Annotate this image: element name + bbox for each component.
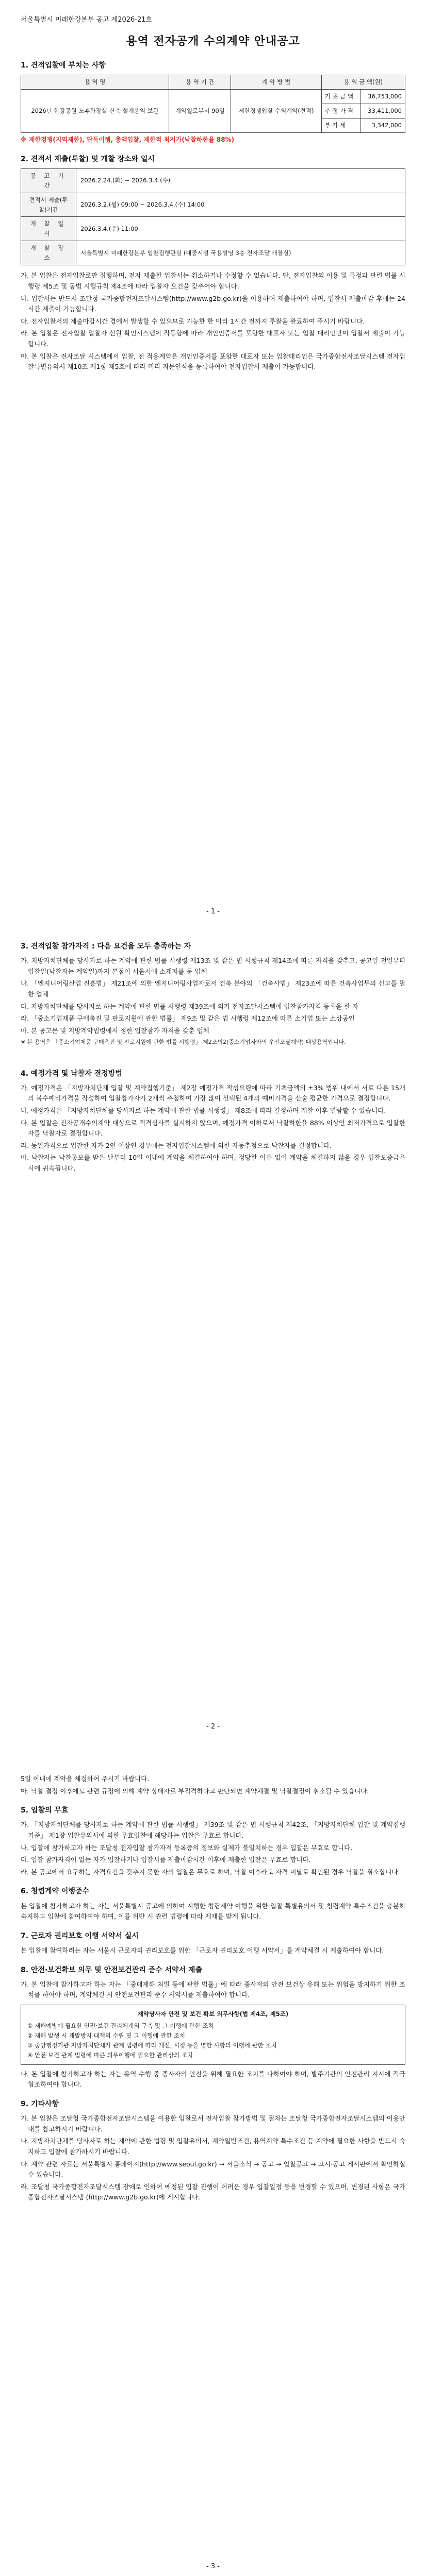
sec9-title: 9. 기타사항 — [21, 2099, 59, 2108]
page-number: - 3 - — [206, 2562, 220, 2570]
sec4-item: 나. 예정가격은 「지방자치단체를 당사자로 하는 계약에 관한 법률 시행령」 제8조에 따라 결정하며 개찰 이후 열람할 수 있습니다. — [21, 1106, 386, 1114]
sec5-item: 라. 본 공고에서 요구하는 자격요건을 갖추지 못한 자의 입찰은 무효로 하며, 낙찰 이후라도 자격 미달로 확인된 경우 낙찰을 취소합니다. — [21, 1868, 400, 1876]
page-3 — [21, 1772, 405, 2576]
sec5-title: 5. 입찰의 무효 — [21, 1806, 69, 1815]
schedule-table — [21, 168, 405, 266]
carryover-text: 5일 이내에 계약을 체결하여 주시기 바랍니다. — [21, 1775, 150, 1783]
amt-value: 36,753,000 — [361, 89, 405, 104]
sec6-text: 본 입찰에 참가하고자 하는 자는 서울특별시 공고에 의하여 시행한 청렴계약 이행을 위한 입찰 특별유의서 및 청렴계약 특수조건을 충분히 숙지하고 입찰에 참여하여야 하며, 이를 위반 시 관련 법령에 따라 제재를 받게 됩니다. — [21, 1902, 405, 1921]
sec4-item: 다. 본 입찰은 전자공개수의계약 대상으로 적격심사를 실시하지 않으며, 예정가격 이하로서 낙찰하한율 88% 이상인 최저가격으로 입찰한 자를 낙찰자로 결정합니다. — [21, 1118, 405, 1138]
th-amount: 용 역 금 액(원) — [321, 75, 405, 89]
contract-method: 제한경쟁입찰 수의계약(견적) — [231, 89, 321, 132]
sec7-text: 본 입찰에 참여하려는 자는 서울시 근로자의 권리보호를 위한 「근로자 권리보호 이행 서약서」를 계약체결 시 제출하여야 합니다. — [21, 1946, 384, 1954]
schedule-value: 2026.3.4.(수) 11:00 — [76, 217, 405, 241]
service-period: 계약일로부터 90일 — [169, 89, 231, 132]
page-number: - 2 - — [206, 1722, 220, 1731]
sec9-item: 가. 본 입찰은 조달청 국가종합전자조달시스템을 이용한 입찰로서 전자입찰 참가방법 및 절차는 조달청 국가종합전자조달시스템의 이용안내를 참고하시기 바랍니다. — [21, 2114, 405, 2133]
schedule-label: 개 찰 일 시 — [21, 217, 76, 241]
safety-box-line: ④ 안전·보건 관계 법령에 따른 의무이행에 필요한 관리상의 조치 — [27, 2051, 193, 2059]
safety-box-line: ① 재해예방에 필요한 안전·보건 관리체계의 구축 및 그 이행에 관한 조치 — [27, 2022, 214, 2029]
contract-note: ※ 제한경쟁(지역제한), 단독이행, 총액입찰, 제한적 최저가(낙찰하한율 88%) — [21, 135, 235, 143]
sec2-item: 라. 본 입찰은 전자입찰 입찰자 신원 확인시스템이 작동함에 따라 개인인증서를 포함한 대표자 또는 입찰 대리인만이 입찰서 제출이 가능합니다. — [21, 329, 405, 348]
sec2-item: 나. 입찰서는 반드시 조달청 국가종합전자조달시스템(http://www.g2b.go.kr)을 이용하여 제출하여야 하며, 입찰서 제출마감 후에는 24시간 제출이 가능합니다. — [21, 294, 405, 313]
th-method: 계 약 방 법 — [231, 75, 321, 89]
sec5-item: 나. 입찰에 참가하고자 하는 조달청 전자입찰 참가자격 등록증의 정보와 실제가 불일치하는 경우 입찰은 무효로 합니다. — [21, 1843, 353, 1852]
th-period: 용 역 기 간 — [169, 75, 231, 89]
bid-info-table — [21, 75, 405, 133]
sec9-item: 라. 조달청 국가종합전자조달시스템 장애로 인하여 예정된 입찰 진행이 어려운 경우 입찰일정 등을 변경할 수 있으며, 변경된 사항은 국가종합전자조달시스템 (http://www.g2b.go.kr)에 게시합니다. — [21, 2182, 405, 2201]
page-2 — [21, 933, 405, 1736]
th-name: 용 역 명 — [21, 75, 169, 89]
sec2-item: 가. 본 입찰은 전자입찰로만 집행하며, 전자 제출한 입찰서는 취소하거나 수정할 수 없습니다. 단, 전자입찰의 이용 및 특정과 관련 법률 시행령 제5조 및 동법 시행규칙 제4조에 따라 입찰자 요건을 갖추어야 합니다. — [21, 272, 405, 290]
sec3-footnote: ※ 본 용역은 「중소기업제품 구매촉진 및 판로지원에 관한 법률 시행령」 제2조의2(중소기업자와의 우선조달계약) 대상용역입니다. — [21, 1039, 346, 1046]
safety-box-line: ② 재해 발생 시 재발방지 대책의 수립 및 그 이행에 관한 조치 — [27, 2031, 186, 2039]
sec3-title: 3. 견적입찰 참가자격 : 다음 요건을 모두 충족하는 자 — [21, 942, 191, 951]
sec1-title: 1. 견적입찰에 부치는 사항 — [21, 61, 106, 70]
schedule-value: 2026.2.24.(화) ~ 2026.3.4.(수) — [76, 168, 405, 193]
amt-label: 추 정 가 격 — [321, 104, 360, 118]
carryover-item: 마. 낙찰 결정 이후에도 관련 규정에 의해 계약 상대자로 부적격하다고 판단되면 계약체결 및 낙찰결정이 취소될 수 있습니다. — [21, 1787, 369, 1795]
sec6-title: 6. 청렴계약 이행준수 — [21, 1887, 89, 1896]
sec3-item: 마. 본 공고문 및 지방계약법령에서 정한 입찰참가 자격을 갖춘 업체 — [21, 1026, 209, 1035]
schedule-value: 2026.3.2.(월) 09:00 ~ 2026.3.4.(수) 14:00 — [76, 193, 405, 217]
schedule-label: 개 찰 장 소 — [21, 241, 76, 265]
sec3-item: 가. 지방자치단체를 당사자로 하는 계약에 관한 법률 시행령 제13조 및 같은 법 시행규칙 제14조에 따른 자격을 갖추고, 공고일 전일부터 입찰일(낙찰자는 계약일)까지 본점이 서울시에 소재지를 둔 업체 — [21, 957, 405, 975]
schedule-label: 견적서 제출(투찰)기간 — [21, 193, 76, 217]
sec4-item: 라. 동일가격으로 입찰한 자가 2인 이상인 경우에는 전자입찰시스템에 의한 자동추첨으로 낙찰자를 결정합니다. — [21, 1141, 332, 1149]
page-1 — [21, 14, 405, 921]
safety-box-title: 계약당사자 안전 및 보건 확보 의무사항(법 제4조, 제5조) — [137, 2010, 289, 2018]
sec3-item: 나. 「엔지니어링산업 진흥법」 제21조에 의한 엔지니어링사업자로서 건축 분야의 「건축사법」 제23조에 따른 건축사업무의 신고를 필한 업체 — [21, 979, 405, 998]
sec7-title: 7. 근로자 권리보호 이행 서약서 실시 — [21, 1931, 139, 1940]
schedule-value: 서울특별시 미래한강본부 입찰집행관실 (대중시설 국용빌딩 3층 전자조달 개찰실) — [76, 241, 405, 265]
sec9-item: 나. 지방자치단체를 당사자로 하는 계약에 관한 법령 및 입찰유의서, 계약일반조건, 용역계약 특수조건 등 계약에 필요한 사항을 반드시 숙지하고 입찰에 참가하시기 바랍니다. — [21, 2137, 405, 2156]
sec4-item: 마. 낙찰자는 낙찰통보를 받은 날부터 10일 이내에 계약을 체결하여야 하며, 정당한 이유 없이 계약을 체결하지 않을 경우 입찰보증금은 시에 귀속됩니다. — [21, 1154, 405, 1173]
sec5-item: 가. 「지방자치단체를 당사자로 하는 계약에 관한 법률 시행령」 제39조 및 같은 법 시행규칙 제42조, 「지방자치단체 입찰 및 계약집행기준」 제1장 입찰유의서에 의한 무효입찰에 해당하는 입찰은 무효로 합니다. — [21, 1821, 405, 1839]
sec9-item: 다. 계약 관련 자료는 서울특별시 홈페이지(http://www.seoul.go.kr) → 서울소식 → 공고 → 입찰공고 → 고시·공고 게시판에서 확인하실 수 있습니다. — [21, 2160, 405, 2179]
sec8-title: 8. 안전·보건확보 의무 및 안전보건관리 준수 서약서 제출 — [21, 1965, 203, 1974]
sec3-item: 라. 「중소기업제품 구매촉진 및 판로지원에 관한 법률」 제9조 및 같은 법 시행령 제12조에 따른 소기업 또는 소상공인 — [21, 1014, 355, 1023]
sec3-item: 다. 지방자치단체를 당사자로 하는 계약에 관한 법률 시행령 제39조에 의거 전자조달시스템에 입찰참가자격 등록을 한 자 — [21, 1002, 359, 1010]
safety-duty-box — [21, 2005, 405, 2065]
sec8-extra: 나. 본 입찰에 참가하고자 하는 자는 용역 수행 중 종사자의 안전을 위해 필요한 조치를 다하여야 하며, 발주기관의 안전관리 지시에 적극 협조하여야 합니다. — [21, 2070, 405, 2089]
sec2-item: 마. 본 입찰은 전자조달 시스템에서 입찰, 전 적용계약은 개인인증서를 포함한 대표자 또는 입찰대리인은 국가종합전자조달시스템 전자입찰특별유의서 제10조 제1항 제5호에 따라 미리 지문인식을 등록하여야 전자입찰서 제출이 가능합니다. — [21, 352, 405, 371]
amt-value: 3,342,000 — [361, 118, 405, 132]
agency-notice: 서울특별시 미래한강본부 공고 제2026-21호 — [21, 16, 153, 24]
page-number: - 1 - — [206, 907, 220, 916]
sec5-item: 다. 입찰 참가자격이 없는 자가 입찰하거나 입찰서를 제출마감시간 이후에 제출한 입찰은 무효로 합니다. — [21, 1856, 311, 1864]
sec8-text: 가. 본 입찰에 참가하고자 하는 자는 「중대재해 처벌 등에 관한 법률」에 따라 종사자의 안전 보건상 유해 또는 위험을 방지하기 위한 조치를 하여야 하며, 계약체결 시 안전보건관리 준수 서약서를 제출하여야 합니다. — [21, 1980, 405, 1999]
sec2-title: 2. 견적서 제출(투찰) 및 개찰 장소와 일시 — [21, 155, 155, 163]
sec4-item: 가. 예정가격은 「지방자치단체 입찰 및 계약집행기준」 제2장 예정가격 작성요령에 따라 기초금액의 ±3% 범위 내에서 서로 다른 15개의 복수예비가격을 작성하여 입찰참가자가 2개씩 추첨하여 가장 많이 선택된 4개의 예비가격을 산술 평균한 가격으로 결정합니다. — [21, 1083, 405, 1103]
sec2-item: 다. 전자입찰서의 제출마감시간 경에서 발생할 수 있으므로 가능한 한 미리 1시간 전까지 투찰을 완료하여 주시기 바랍니다. — [21, 317, 365, 325]
schedule-label: 공 고 기 간 — [21, 168, 76, 193]
amt-value: 33,411,000 — [361, 104, 405, 118]
doc-title: 용역 전자공개 수의계약 안내공고 — [126, 35, 300, 48]
amt-label: 부 가 세 — [321, 118, 360, 132]
safety-box-line: ③ 중앙행정기관·지방자치단체가 관계 법령에 따라 개선, 시정 등을 명한 사항의 이행에 관한 조치 — [27, 2041, 277, 2049]
amt-label: 기 초 금 액 — [321, 89, 360, 104]
sec4-title: 4. 예정가격 및 낙찰자 결정방법 — [21, 1069, 122, 1078]
service-name: 2026년 한강공원 노후화장실 신축 설계용역 보완 — [21, 89, 169, 132]
